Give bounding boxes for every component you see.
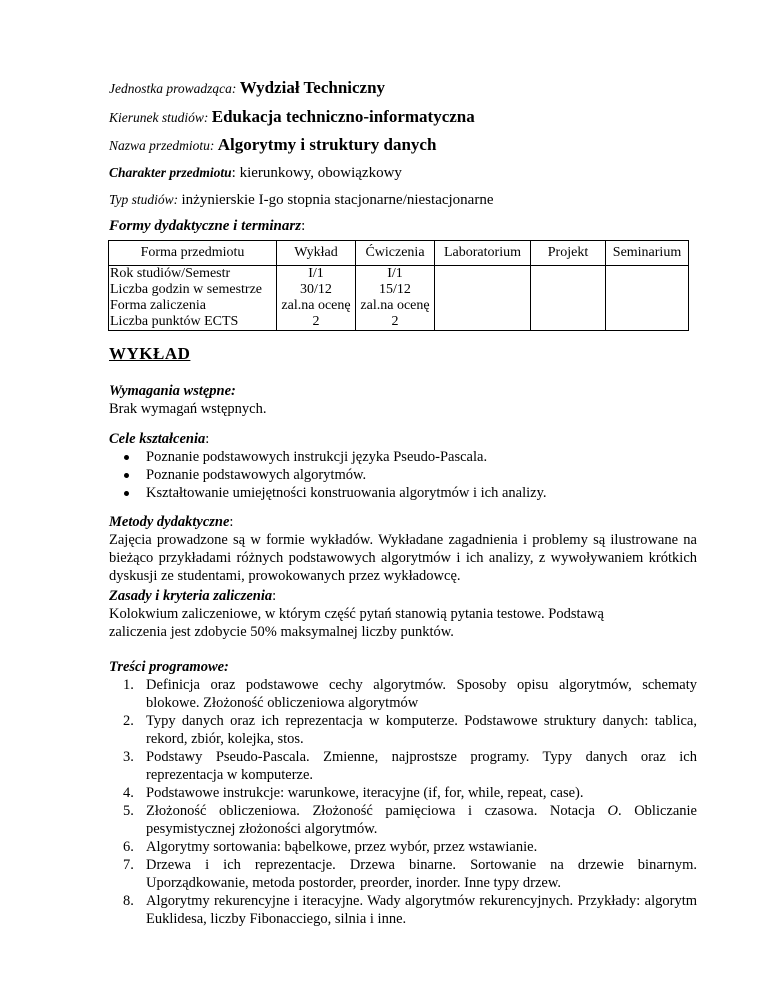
table-cell: 2 [277, 314, 356, 331]
table-cell: I/1 [277, 266, 356, 283]
character-label: Charakter przedmiotu [109, 165, 232, 180]
course-value: Algorytmy i struktury danych [217, 135, 437, 154]
forms-label: Formy dydaktyczne i terminarz [109, 218, 302, 234]
rules-section: Zasady i kryteria zaliczenia: Kolokwium zaliczeniowe, w którym część pytań stanowią pytania testowe. Podstawą zaliczenia jest zdobycie 50% maksymalnej liczby punktów. [109, 587, 697, 641]
list-item: 8. Algorytmy rekurencyjne i iteracyjne. Wady algorytmów rekurencyjnych. Przykłady: algorytm Euklidesa, liczby Fibonacciego, silnia i inne. [123, 893, 697, 927]
content-section [109, 658, 697, 928]
goals-section: Cele kształcenia: Poznanie podstawowych instrukcji języka Pseudo-Pascala. Poznanie podstawowych algorytmów. Kształtowanie umiejętności konstruowania algorytmów i ich analizy. [109, 430, 697, 502]
table-cell [606, 282, 689, 298]
table-cell: Rok studiów/Semestr [109, 266, 277, 283]
content-list [109, 676, 697, 928]
list-item: 5. Złożoność obliczeniowa. Złożoność pamięciowa i czasowa. Notacja O. Obliczanie pesymistycznej złożoności algorytmów. [123, 803, 697, 837]
content-label: Treści programowe: [109, 659, 229, 675]
table-cell [531, 298, 606, 314]
course-label: Nazwa przedmiotu [109, 138, 210, 153]
field-value: Edukacja techniczno-informatyczna [211, 107, 475, 126]
table-cell [606, 266, 689, 283]
table-header-cell: Projekt [531, 241, 606, 266]
table-cell: Forma zaliczenia [109, 298, 277, 314]
table-row [109, 282, 689, 298]
type-label: Typ studiów [109, 192, 174, 207]
table-header-cell: Forma przedmiotu [109, 241, 277, 266]
course-line: Nazwa przedmiotu: Algorytmy i struktury danych [109, 135, 437, 154]
list-item: 4. Podstawowe instrukcje: warunkowe, iteracyjne (if, for, while, repeat, case). [123, 785, 584, 801]
table-header-cell: Ćwiczenia [356, 241, 435, 266]
type-value: inżynierskie I-go stopnia stacjonarne/niestacjonarne [181, 192, 494, 208]
prereq-section [109, 382, 697, 418]
table-cell: zal.na ocenę [277, 298, 356, 314]
list-item: Poznanie podstawowych algorytmów. [109, 466, 697, 484]
lecture-heading: WYKŁAD [109, 344, 191, 363]
field-label: Kierunek studiów [109, 110, 204, 125]
unit-value: Wydział Techniczny [239, 78, 386, 97]
table-cell [435, 282, 531, 298]
table-cell [531, 314, 606, 331]
character-value: kierunkowy, obowiązkowy [239, 165, 402, 181]
table-row [109, 298, 689, 314]
methods-label: Metody dydaktyczne [109, 514, 230, 530]
table-header-cell: Laboratorium [435, 241, 531, 266]
character-line: Charakter przedmiotu: kierunkowy, obowiązkowy [109, 165, 402, 181]
forms-table [108, 240, 689, 331]
list-item: 1. Definicja oraz podstawowe cechy algorytmów. Sposoby opisu algorytmów, schematy blokowe. Złożoność obliczeniowa algorytmów [123, 677, 697, 711]
table-row [109, 314, 689, 331]
table-cell [435, 266, 531, 283]
bullet-icon [124, 491, 129, 496]
table-cell: 30/12 [277, 282, 356, 298]
field-line: Kierunek studiów: Edukacja techniczno-informatyczna [109, 107, 475, 126]
type-line: Typ studiów: inżynierskie I-go stopnia stacjonarne/niestacjonarne [109, 192, 494, 208]
goals-list [109, 448, 697, 502]
bullet-icon [124, 473, 129, 478]
goals-label: Cele kształcenia [109, 431, 206, 447]
prereq-label: Wymagania wstępne: [109, 383, 236, 399]
table-cell [531, 282, 606, 298]
rules-label: Zasady i kryteria zaliczenia [109, 588, 273, 604]
list-item: 7. Drzewa i ich reprezentacje. Drzewa binarne. Sortowanie na drzewie binarnym. Uporządkowanie, metoda postorder, preorder, inorder. Inne typy drzew. [123, 857, 697, 891]
table-cell [531, 266, 606, 283]
methods-section: Metody dydaktyczne: Zajęcia prowadzone są w formie wykładów. Wykładane zagadnienia i problemy są ilustrowane na bieżąco przykładami różnych podstawowych algorytmów i ich analizy, z wywoływaniem krótkich dyskusji ze studentami, prowokowanych przez wykładowcę. [109, 514, 697, 584]
table-cell [435, 314, 531, 331]
table-cell: I/1 [356, 266, 435, 283]
unit-line: Jednostka prowadząca: Wydział Techniczny [109, 78, 386, 97]
table-cell: zal.na ocenę [356, 298, 435, 314]
table-cell [435, 298, 531, 314]
table-cell: 15/12 [356, 282, 435, 298]
list-item: 6. Algorytmy sortowania: bąbelkowe, przez wybór, przez wstawianie. [123, 839, 538, 855]
rules-text-2: zaliczenia jest zdobycie 50% maksymalnej liczby punktów. [109, 624, 454, 640]
rules-text-1: Kolokwium zaliczeniowe, w którym część pytań stanowią pytania testowe. Podstawą [109, 606, 604, 622]
list-item: Poznanie podstawowych instrukcji języka Pseudo-Pascala. [109, 448, 697, 466]
table-header-row [109, 241, 689, 266]
bullet-icon [124, 455, 129, 460]
unit-label: Jednostka prowadząca [109, 81, 232, 96]
table-header-cell: Wykład [277, 241, 356, 266]
table-header-cell: Seminarium [606, 241, 689, 266]
table-cell: Liczba godzin w semestrze [109, 282, 277, 298]
prereq-text: Brak wymagań wstępnych. [109, 401, 267, 417]
table-cell [606, 298, 689, 314]
list-item: 3. Podstawy Pseudo-Pascala. Zmienne, najprostsze programy. Typy danych oraz ich reprezentacja w komputerze. [123, 749, 697, 783]
list-item: Kształtowanie umiejętności konstruowania algorytmów i ich analizy. [109, 484, 697, 502]
table-cell: Liczba punktów ECTS [109, 314, 277, 331]
table-row [109, 266, 689, 283]
list-item: 2. Typy danych oraz ich reprezentacja w komputerze. Podstawowe struktury danych: tablica, rekord, zbiór, kolejka, stos. [123, 713, 697, 747]
table-cell [606, 314, 689, 331]
table-cell: 2 [356, 314, 435, 331]
methods-text: Zajęcia prowadzone są w formie wykładów. Wykładane zagadnienia i problemy są ilustrowane na bieżąco przykładami różnych podstawowych algorytmów i ich analizy, z wywoływaniem krótkich dyskusji ze studentami, prowokowanych przez wykładowcę. [109, 532, 697, 584]
forms-line: Formy dydaktyczne i terminarz: [109, 218, 306, 234]
